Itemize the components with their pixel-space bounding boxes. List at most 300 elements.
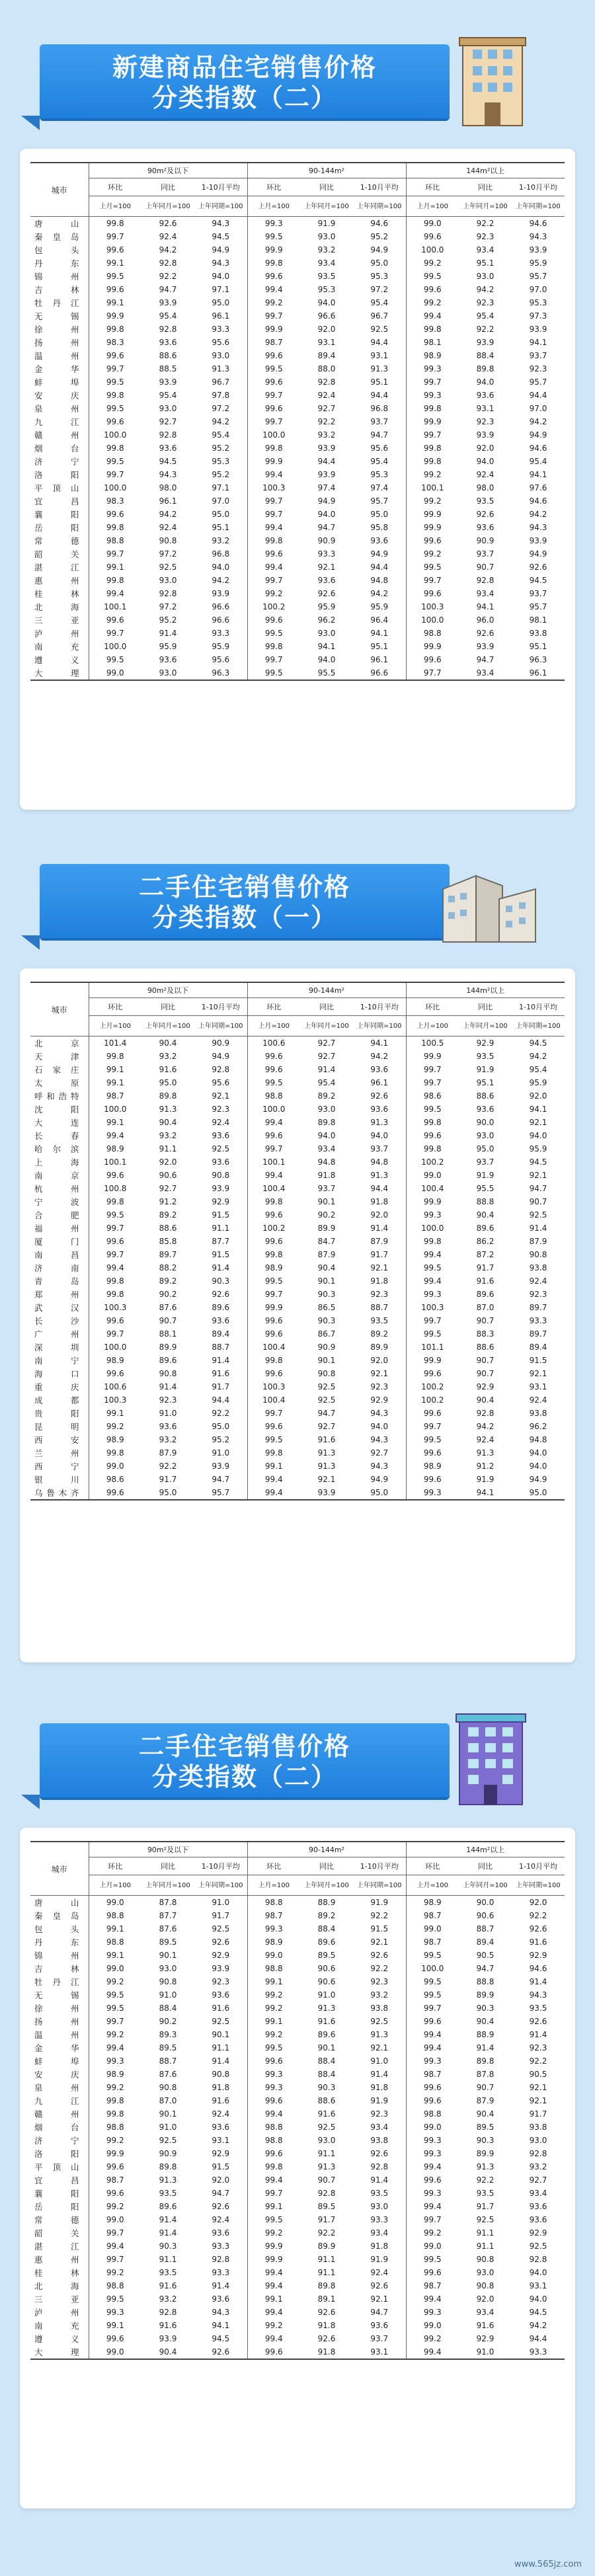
index-value: 91.3 xyxy=(370,2030,389,2039)
table-body xyxy=(30,1896,565,2360)
index-value: 91.9 xyxy=(476,1475,495,1484)
base-header: 上月=100 xyxy=(89,1875,141,1896)
index-value: 99.4 xyxy=(406,309,459,323)
index-value: 99.3 xyxy=(247,2068,300,2081)
index-value: 99.0 xyxy=(89,1896,141,1910)
index-value: 99.5 xyxy=(89,1988,141,2002)
group-header: 90-144m² xyxy=(247,163,406,178)
index-value: 99.4 xyxy=(247,283,300,296)
index-value: 99.4 xyxy=(89,1129,141,1142)
index-value: 99.0 xyxy=(89,2213,141,2226)
index-value: 95.0 xyxy=(141,1486,194,1500)
index-value: 100.3 xyxy=(247,1380,300,1393)
index-value: 93.9 xyxy=(212,1184,230,1193)
index-value: 92.0 xyxy=(317,325,336,334)
index-value: 95.9 xyxy=(529,1078,547,1087)
index-value: 99.5 xyxy=(247,230,300,243)
index-value: 93.9 xyxy=(476,642,495,651)
table-row xyxy=(30,349,565,362)
index-value: 90.8 xyxy=(476,2281,495,2290)
index-value: 99.6 xyxy=(89,2332,141,2345)
index-value: 92.1 xyxy=(370,1369,389,1378)
index-value: 99.9 xyxy=(406,521,459,534)
index-value: 98.9 xyxy=(247,1935,300,1949)
index-value: 91.9 xyxy=(370,2255,389,2264)
index-value: 94.0 xyxy=(529,2268,547,2277)
index-value: 100.3 xyxy=(89,1301,141,1314)
index-value: 99.1 xyxy=(89,256,141,270)
index-value: 99.2 xyxy=(247,2002,300,2015)
sub-header: 同比 xyxy=(300,998,353,1016)
city-name: 温州 xyxy=(34,351,79,361)
index-value: 89.9 xyxy=(317,2242,336,2251)
table-row xyxy=(30,2015,565,2028)
index-value: 98.6 xyxy=(406,1089,459,1103)
index-value: 88.7 xyxy=(212,1343,230,1352)
index-value: 91.7 xyxy=(317,2215,336,2224)
index-value: 89.4 xyxy=(317,351,336,360)
index-value: 88.1 xyxy=(159,1329,177,1339)
index-value: 99.1 xyxy=(247,1975,300,1988)
index-value: 99.5 xyxy=(89,375,141,389)
index-value: 99.5 xyxy=(247,1076,300,1089)
index-value: 93.3 xyxy=(370,2215,389,2224)
index-value: 99.4 xyxy=(89,587,141,600)
index-value: 99.9 xyxy=(406,415,459,428)
index-value: 95.4 xyxy=(529,1065,547,1074)
index-value: 87.0 xyxy=(159,2096,177,2105)
index-value: 96.7 xyxy=(370,311,389,321)
index-value: 99.8 xyxy=(89,217,141,231)
index-value: 94.2 xyxy=(476,285,495,294)
index-value: 88.2 xyxy=(159,1263,177,1272)
index-value: 92.2 xyxy=(476,219,495,228)
table-row xyxy=(30,1142,565,1155)
index-value: 93.9 xyxy=(159,298,177,307)
index-value: 99.2 xyxy=(89,2028,141,2041)
index-value: 93.1 xyxy=(212,2136,230,2145)
index-value: 99.5 xyxy=(406,1975,459,1988)
index-value: 98.9 xyxy=(89,1142,141,1155)
sub-header: 环比 xyxy=(406,178,459,196)
index-value: 89.6 xyxy=(476,1290,495,1299)
index-value: 99.0 xyxy=(406,1922,459,1935)
index-value: 99.6 xyxy=(406,283,459,296)
index-value: 90.3 xyxy=(476,2004,495,2013)
index-value: 100.2 xyxy=(406,1380,459,1393)
table-row xyxy=(30,1116,565,1129)
index-value: 99.5 xyxy=(406,1103,459,1116)
index-value: 87.6 xyxy=(159,1924,177,1933)
index-value: 96.1 xyxy=(370,655,389,664)
table-row xyxy=(30,2332,565,2345)
index-value: 100.3 xyxy=(406,1301,459,1314)
index-value: 91.4 xyxy=(370,2175,389,2185)
index-value: 92.5 xyxy=(370,2017,389,2026)
index-value: 99.1 xyxy=(89,1063,141,1076)
index-value: 89.8 xyxy=(159,2162,177,2171)
table-row xyxy=(30,521,565,534)
index-value: 99.6 xyxy=(247,270,300,283)
index-value: 91.4 xyxy=(317,1065,336,1074)
index-value: 94.7 xyxy=(212,1475,230,1484)
index-value: 95.0 xyxy=(370,510,389,519)
table-row xyxy=(30,389,565,402)
index-value: 99.3 xyxy=(406,1208,459,1222)
city-name: 锦州 xyxy=(34,1951,79,1961)
index-value: 94.3 xyxy=(370,1435,389,1444)
index-value: 91.6 xyxy=(476,1276,495,1286)
index-value: 90.0 xyxy=(476,1118,495,1127)
index-value: 93.6 xyxy=(529,2202,547,2211)
office-building-icon xyxy=(436,30,542,129)
index-value: 92.2 xyxy=(476,325,495,334)
index-value: 98.8 xyxy=(406,627,459,640)
index-value: 100.3 xyxy=(89,1393,141,1407)
city-name: 西宁 xyxy=(34,1462,79,1471)
index-value: 90.4 xyxy=(476,1395,495,1405)
index-value: 99.6 xyxy=(89,1367,141,1380)
index-value: 91.3 xyxy=(317,2004,336,2013)
city-header: 城市 xyxy=(30,1842,89,1896)
index-value: 89.5 xyxy=(159,1937,177,1947)
index-value: 96.6 xyxy=(212,602,230,611)
index-value: 93.6 xyxy=(212,1990,230,2000)
index-value: 99.6 xyxy=(89,2160,141,2173)
index-value: 94.0 xyxy=(212,272,230,281)
index-value: 92.3 xyxy=(370,1382,389,1391)
index-value: 92.8 xyxy=(159,258,177,268)
index-value: 92.5 xyxy=(317,1382,336,1391)
table-row xyxy=(30,336,565,349)
index-value: 99.3 xyxy=(406,389,459,402)
index-value: 88.8 xyxy=(476,1977,495,1986)
apartment-building-icon xyxy=(436,1709,542,1808)
index-value: 94.1 xyxy=(459,1486,512,1500)
index-value: 96.1 xyxy=(512,666,565,680)
city-name: 唐山 xyxy=(34,219,79,229)
base-header: 上年同期=100 xyxy=(512,1016,565,1036)
index-value: 91.4 xyxy=(212,2056,230,2066)
index-value: 99.7 xyxy=(247,508,300,521)
index-value: 99.3 xyxy=(406,2134,459,2147)
index-value: 93.2 xyxy=(317,430,336,440)
index-value: 96.6 xyxy=(353,666,406,680)
index-value: 91.4 xyxy=(159,1382,177,1391)
index-value: 92.3 xyxy=(370,1977,389,1986)
table-row xyxy=(30,1460,565,1473)
index-value: 92.4 xyxy=(212,1118,230,1127)
index-value: 92.9 xyxy=(529,2228,547,2238)
index-value: 88.7 xyxy=(159,2056,177,2066)
index-value: 91.5 xyxy=(212,1210,230,1220)
index-value: 99.4 xyxy=(247,2279,300,2292)
index-value: 88.4 xyxy=(317,2070,336,2079)
index-value: 91.8 xyxy=(317,1171,336,1180)
city-name: 赣州 xyxy=(34,2109,79,2119)
index-value: 88.6 xyxy=(159,1224,177,1233)
index-value: 92.5 xyxy=(212,1924,230,1933)
index-value: 99.3 xyxy=(247,2081,300,2094)
section-3-banner xyxy=(20,1709,562,1808)
index-value: 99.6 xyxy=(406,653,459,666)
group-header: 90m²及以下 xyxy=(89,163,247,178)
index-value: 93.6 xyxy=(212,2123,230,2132)
index-value: 92.5 xyxy=(476,2215,495,2224)
city-name: 桂林 xyxy=(34,2268,79,2278)
index-value: 94.0 xyxy=(476,457,495,466)
index-value: 95.3 xyxy=(370,272,389,281)
index-value: 92.7 xyxy=(370,1448,389,1458)
index-value: 99.0 xyxy=(406,2121,459,2134)
city-name: 沈阳 xyxy=(34,1105,79,1114)
index-value: 93.3 xyxy=(212,2242,230,2251)
city-name: 贵阳 xyxy=(34,1409,79,1419)
index-value: 90.7 xyxy=(317,2175,336,2185)
index-value: 99.6 xyxy=(247,1367,300,1380)
index-value: 91.1 xyxy=(159,2255,177,2264)
table-row xyxy=(30,1208,565,1222)
index-value: 94.3 xyxy=(370,1462,389,1471)
index-value: 98.8 xyxy=(247,1896,300,1910)
city-name: 洛阳 xyxy=(34,470,79,480)
index-value: 94.3 xyxy=(212,219,230,228)
index-value: 93.4 xyxy=(317,1144,336,1153)
index-value: 99.9 xyxy=(89,2147,141,2160)
index-value: 92.8 xyxy=(476,576,495,585)
index-value: 95.7 xyxy=(529,377,547,387)
index-value: 99.7 xyxy=(247,415,300,428)
index-value: 100.0 xyxy=(406,1222,459,1235)
index-value: 99.8 xyxy=(247,256,300,270)
index-value: 94.6 xyxy=(529,219,547,228)
index-value: 99.6 xyxy=(89,243,141,256)
index-value: 100.4 xyxy=(247,1182,300,1195)
index-value: 94.7 xyxy=(317,523,336,532)
city-name: 济宁 xyxy=(34,2136,79,2146)
index-value: 94.1 xyxy=(370,1038,389,1048)
index-value: 91.2 xyxy=(476,1462,495,1471)
index-value: 99.5 xyxy=(247,2041,300,2054)
index-value: 92.7 xyxy=(317,1422,336,1431)
index-value: 99.6 xyxy=(89,613,141,627)
index-value: 99.2 xyxy=(247,2028,300,2041)
table-row xyxy=(30,2200,565,2213)
index-value: 99.7 xyxy=(247,2187,300,2200)
section-2-banner xyxy=(20,849,562,949)
index-value: 99.7 xyxy=(89,1222,141,1235)
index-value: 93.3 xyxy=(529,1316,547,1325)
table-row xyxy=(30,362,565,375)
index-value: 93.6 xyxy=(317,576,336,585)
index-value: 99.7 xyxy=(247,309,300,323)
index-value: 87.9 xyxy=(159,1448,177,1458)
index-value: 99.7 xyxy=(406,1420,459,1433)
index-value: 99.6 xyxy=(406,2015,459,2028)
index-value: 96.6 xyxy=(317,311,336,321)
index-value: 90.3 xyxy=(317,2083,336,2092)
index-value: 99.6 xyxy=(247,1327,300,1341)
index-value: 93.6 xyxy=(212,2228,230,2238)
index-value: 91.8 xyxy=(370,2242,389,2251)
city-name: 南昌 xyxy=(34,1250,79,1260)
index-value: 95.5 xyxy=(476,1184,495,1193)
table-row xyxy=(30,1195,565,1208)
index-value: 91.6 xyxy=(476,2321,495,2330)
section-title xyxy=(60,872,430,933)
index-value: 91.3 xyxy=(476,2162,495,2171)
index-value: 99.7 xyxy=(406,1314,459,1327)
city-name: 泸州 xyxy=(34,2308,79,2318)
table-row xyxy=(30,1301,565,1314)
index-value: 92.6 xyxy=(212,2202,230,2211)
index-value: 92.1 xyxy=(529,1171,547,1180)
index-value: 91.5 xyxy=(529,1356,547,1365)
index-value: 93.6 xyxy=(212,1157,230,1167)
index-value: 93.8 xyxy=(529,629,547,638)
table-row xyxy=(30,1314,565,1327)
index-value: 93.9 xyxy=(159,377,177,387)
city-name: 合肥 xyxy=(34,1210,79,1220)
index-value: 91.7 xyxy=(159,1475,177,1484)
index-value: 91.5 xyxy=(212,1250,230,1259)
base-header: 上年同月=100 xyxy=(459,1875,512,1896)
index-value: 94.7 xyxy=(529,1184,547,1193)
index-value: 98.8 xyxy=(406,2107,459,2121)
table-row xyxy=(30,2054,565,2068)
city-name: 遵义 xyxy=(34,655,79,665)
index-value: 93.0 xyxy=(212,351,230,360)
index-value: 99.5 xyxy=(406,1327,459,1341)
index-value: 91.3 xyxy=(370,1118,389,1127)
index-value: 93.8 xyxy=(370,2136,389,2145)
index-value: 92.7 xyxy=(159,1184,177,1193)
index-value: 94.6 xyxy=(370,219,389,228)
index-value: 99.7 xyxy=(247,574,300,587)
sub-header: 1-10月平均 xyxy=(194,1857,247,1875)
table-row xyxy=(30,1235,565,1248)
index-value: 93.0 xyxy=(317,2136,336,2145)
index-value: 90.5 xyxy=(476,1951,495,1960)
index-value: 99.4 xyxy=(247,1486,300,1500)
index-value: 92.1 xyxy=(370,1263,389,1272)
table-row xyxy=(30,534,565,547)
index-value: 91.6 xyxy=(212,2004,230,2013)
index-value: 91.6 xyxy=(212,1369,230,1378)
city-name: 福州 xyxy=(34,1224,79,1233)
index-value: 99.4 xyxy=(89,1261,141,1274)
section-3-card xyxy=(20,1828,575,2509)
city-name: 广州 xyxy=(34,1329,79,1339)
index-value: 99.8 xyxy=(247,1446,300,1460)
index-value: 87.2 xyxy=(476,1250,495,1259)
index-value: 100.4 xyxy=(406,1182,459,1195)
index-value: 93.3 xyxy=(317,549,336,559)
table-row xyxy=(30,627,565,640)
index-value: 93.2 xyxy=(317,245,336,254)
index-value: 99.4 xyxy=(89,2240,141,2253)
index-value: 90.1 xyxy=(317,1276,336,1286)
index-value: 94.2 xyxy=(529,510,547,519)
index-value: 91.4 xyxy=(370,2070,389,2079)
index-value: 95.8 xyxy=(370,523,389,532)
index-value: 93.5 xyxy=(317,272,336,281)
table-row xyxy=(30,2226,565,2240)
index-value: 91.0 xyxy=(159,1990,177,2000)
index-value: 92.8 xyxy=(212,1065,230,1074)
city-name: 深圳 xyxy=(34,1343,79,1352)
sub-header: 环比 xyxy=(247,1857,300,1875)
table-row xyxy=(30,494,565,508)
index-value: 96.1 xyxy=(159,496,177,506)
table-row xyxy=(30,1949,565,1962)
index-value: 89.6 xyxy=(476,1224,495,1233)
index-value: 98.0 xyxy=(159,483,177,492)
table-body xyxy=(30,217,565,681)
index-value: 90.1 xyxy=(317,1197,336,1206)
table-row xyxy=(30,2121,565,2134)
index-value: 96.3 xyxy=(529,655,547,664)
table-row xyxy=(30,2187,565,2200)
index-value: 87.9 xyxy=(317,1250,336,1259)
table-row xyxy=(30,587,565,600)
index-value: 95.9 xyxy=(317,602,336,611)
table-row xyxy=(30,1909,565,1922)
index-value: 87.9 xyxy=(370,1237,389,1246)
city-name: 三亚 xyxy=(34,615,79,625)
index-value: 90.5 xyxy=(529,2070,547,2079)
index-value: 93.0 xyxy=(529,2136,547,2145)
index-value: 99.5 xyxy=(89,2002,141,2015)
index-value: 99.7 xyxy=(89,627,141,640)
table-row xyxy=(30,547,565,561)
city-name: 昆明 xyxy=(34,1422,79,1432)
index-value: 92.6 xyxy=(370,1951,389,1960)
index-value: 99.9 xyxy=(406,1354,459,1367)
index-value: 93.9 xyxy=(529,536,547,545)
index-value: 100.4 xyxy=(247,1341,300,1354)
index-value: 93.7 xyxy=(317,1184,336,1193)
index-value: 99.6 xyxy=(89,1169,141,1182)
index-value: 93.7 xyxy=(476,1157,495,1167)
index-value: 91.4 xyxy=(212,1263,230,1272)
index-value: 93.5 xyxy=(370,1316,389,1325)
index-value: 92.8 xyxy=(317,377,336,387)
index-value: 99.7 xyxy=(406,1063,459,1076)
index-value: 88.4 xyxy=(159,2004,177,2013)
index-value: 92.4 xyxy=(212,2109,230,2119)
table-row xyxy=(30,256,565,270)
city-name: 遵义 xyxy=(34,2334,79,2344)
index-value: 99.8 xyxy=(247,1354,300,1367)
index-value: 92.4 xyxy=(159,523,177,532)
index-value: 94.9 xyxy=(529,549,547,559)
index-value: 98.7 xyxy=(406,1909,459,1922)
index-value: 91.1 xyxy=(476,2228,495,2238)
index-value: 97.0 xyxy=(529,285,547,294)
index-value: 94.6 xyxy=(529,444,547,453)
index-value: 95.0 xyxy=(370,258,389,268)
index-value: 92.5 xyxy=(370,325,389,334)
title-line-2: 分类指数（一） xyxy=(151,903,337,932)
index-value: 98.7 xyxy=(247,1909,300,1922)
index-value: 90.8 xyxy=(476,2255,495,2264)
group-header: 144m²以上 xyxy=(406,1842,565,1857)
index-value: 99.6 xyxy=(89,2187,141,2200)
city-name: 济南 xyxy=(34,1263,79,1273)
index-value: 88.9 xyxy=(317,1898,336,1907)
index-value: 98.7 xyxy=(89,2173,141,2187)
